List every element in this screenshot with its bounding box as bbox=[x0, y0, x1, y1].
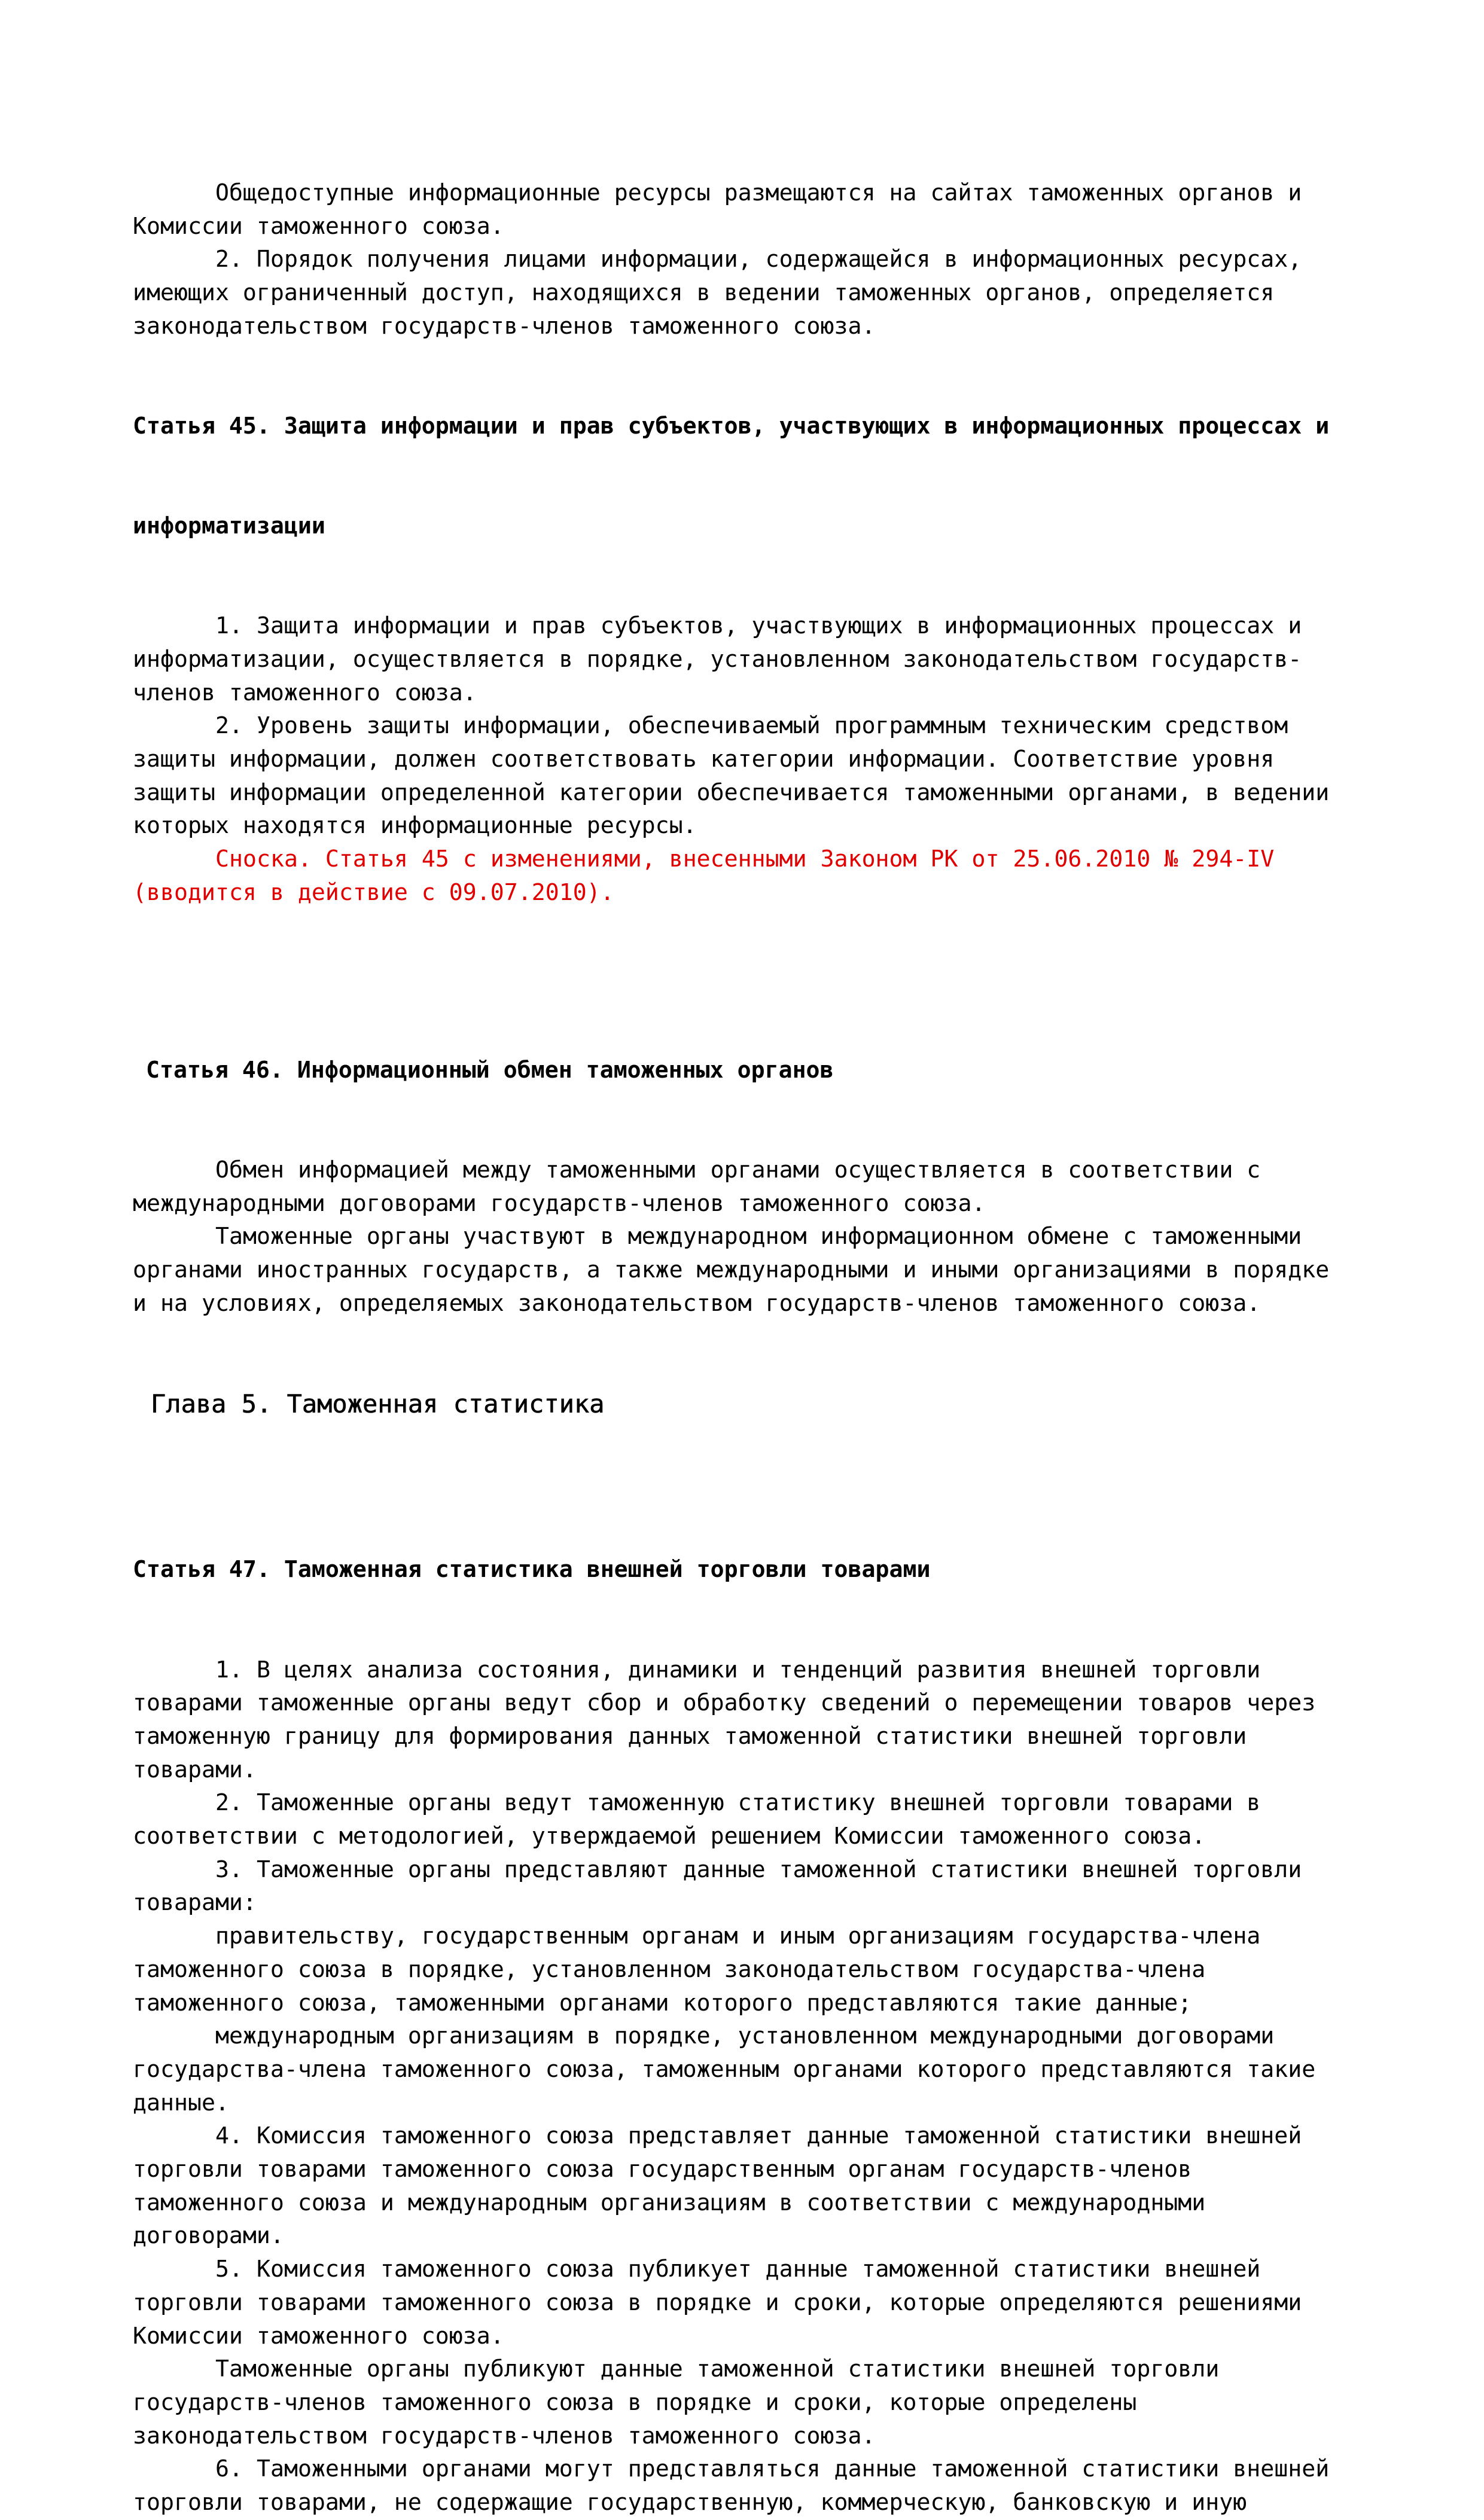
text-line: Обмен информацией между таможенными органами осуществляется в соответствии с bbox=[215, 1157, 1261, 1183]
paragraph-art47-customs-publish bbox=[133, 2353, 1335, 2453]
text-line: Общедоступные информационные ресурсы размещаются на сайтах таможенных органов и bbox=[215, 180, 1302, 206]
text-line: органами иностранных государств, а также международными и иными организациями в порядке bbox=[133, 1257, 1330, 1284]
text-line: торговли товарами таможенного союза в порядке и сроки, которые определяются решениями bbox=[133, 2289, 1302, 2316]
text-line: 2. Порядок получения лицами информации, содержащейся в информационных ресурсах, bbox=[215, 246, 1302, 273]
text-line: товарами. bbox=[133, 1756, 257, 1783]
paragraph-art47-international-orgs bbox=[133, 2020, 1335, 2120]
text-line: Таможенные органы участвуют в международном информационном обмене с таможенными bbox=[215, 1224, 1302, 1250]
paragraph-art46-exchange bbox=[133, 1154, 1335, 1221]
text-line: международным организациям в порядке, установленном международными договорами bbox=[215, 2023, 1275, 2050]
text-line: 3. Таможенные органы представляют данные таможенной статистики внешней торговли bbox=[215, 1856, 1302, 1883]
text-line: 1. Защита информации и прав субъектов, участвующих в информационных процессах и bbox=[215, 613, 1302, 640]
text-line: торговли товарами таможенного союза государственным органам государств-членов bbox=[133, 2156, 1192, 2183]
text-line: данные. bbox=[133, 2089, 229, 2116]
paragraph-item-2-access-order bbox=[133, 243, 1335, 343]
text-line: товарами: bbox=[133, 1890, 257, 1917]
heading-line: Статья 46. Информационный обмен таможенных органов bbox=[146, 1057, 834, 1084]
text-line: государства-члена таможенного союза, таможенным органами которого представляются такие bbox=[133, 2056, 1316, 2083]
paragraph-art47-item-1 bbox=[133, 1654, 1335, 1787]
text-line: защиты информации определенной категории обеспечивается таможенными органами, в ведении bbox=[133, 779, 1330, 806]
paragraph-art47-item-4 bbox=[133, 2120, 1335, 2253]
heading-line: Статья 47. Таможенная статистика внешней торговли товарами bbox=[133, 1557, 931, 1584]
text-line: договорами. bbox=[133, 2223, 284, 2250]
text-line: товарами таможенные органы ведут сбор и обработку сведений о перемещении товаров через bbox=[133, 1690, 1316, 1717]
chapter-5-title bbox=[133, 1321, 1335, 1488]
paragraph-art45-item-2 bbox=[133, 710, 1335, 843]
document-page bbox=[133, 177, 1335, 2520]
paragraph-art45-item-1 bbox=[133, 610, 1335, 710]
heading-line: Статья 45. Защита информации и прав субъектов, участвующих в информационных процессах и bbox=[133, 413, 1330, 440]
text-line: законодательством государств-членов таможенного союза. bbox=[133, 2423, 876, 2449]
text-line: международными договорами государств-членов таможенного союза. bbox=[133, 1190, 986, 1217]
text-line: торговли товарами, не содержащие государственную, коммерческую, банковскую и иную bbox=[133, 2490, 1247, 2516]
text-line: 2. Таможенные органы ведут таможенную статистику внешней торговли товарами в bbox=[215, 1790, 1261, 1817]
text-line: соответствии с методологией, утверждаемой решением Комиссии таможенного союза. bbox=[133, 1823, 1206, 1850]
footnote-line: (вводится в действие с 09.07.2010). bbox=[133, 879, 614, 906]
text-line: 4. Комиссия таможенного союза представляет данные таможенной статистики внешней bbox=[215, 2123, 1302, 2150]
article-47-title bbox=[133, 1487, 1335, 1654]
text-line: правительству, государственным органам и иным организациям государства-члена bbox=[215, 1923, 1261, 1950]
heading-line: информатизации bbox=[133, 513, 325, 540]
text-line: таможенного союза, таможенными органами которого представляются такие данные; bbox=[133, 1990, 1192, 2016]
paragraph-public-resources bbox=[133, 177, 1335, 243]
text-line: таможенного союза в порядке, установленном законодательством государства-члена bbox=[133, 1956, 1206, 1983]
text-line: 5. Комиссия таможенного союза публикует данные таможенной статистики внешней bbox=[215, 2256, 1261, 2283]
text-line: членов таможенного союза. bbox=[133, 679, 477, 706]
text-line: защиты информации, должен соответствовать категории информации. Соответствие уровня bbox=[133, 746, 1275, 773]
text-line: и на условиях, определяемых законодательством государств-членов таможенного союза. bbox=[133, 1290, 1261, 1317]
text-line: таможенного союза и международным организациям в соответствии с международными bbox=[133, 2189, 1206, 2216]
paragraph-art47-item-2 bbox=[133, 1787, 1335, 1853]
text-line: Таможенные органы публикуют данные таможенной статистики внешней торговли bbox=[215, 2356, 1220, 2383]
heading-line: Глава 5. Таможенная статистика bbox=[151, 1389, 605, 1418]
text-line: Комиссии таможенного союза. bbox=[133, 2323, 504, 2350]
footnote-line: Сноска. Статья 45 с изменениями, внесенными Законом РК от 25.06.2010 № 294-IV bbox=[215, 846, 1275, 873]
text-line: 6. Таможенными органами могут представляться данные таможенной статистики внешней bbox=[215, 2456, 1330, 2483]
footnote-amendment bbox=[133, 843, 1335, 910]
text-line: информатизации, осуществляется в порядке, установленном законодательством государств- bbox=[133, 646, 1302, 673]
text-line: имеющих ограниченный доступ, находящихся в ведении таможенных органов, определяется bbox=[133, 280, 1275, 307]
article-45-title bbox=[133, 344, 1335, 611]
blank-space bbox=[133, 910, 1335, 987]
paragraph-art47-item-6 bbox=[133, 2453, 1335, 2519]
paragraph-art47-item-3 bbox=[133, 1854, 1335, 1920]
text-line: 2. Уровень защиты информации, обеспечиваемый программным техническим средством bbox=[215, 713, 1288, 740]
text-line: государств-членов таможенного союза в порядке и сроки, которые определены bbox=[133, 2390, 1137, 2416]
paragraph-art47-government bbox=[133, 1920, 1335, 2020]
paragraph-art47-item-5 bbox=[133, 2253, 1335, 2353]
text-line: 1. В целях анализа состояния, динамики и тенденций развития внешней торговли bbox=[215, 1656, 1261, 1683]
text-line: которых находятся информационные ресурсы. bbox=[133, 813, 697, 840]
paragraph-art46-international bbox=[133, 1221, 1335, 1320]
text-line: таможенную границу для формирования данных таможенной статистики внешней торговли bbox=[133, 1723, 1247, 1750]
article-46-title bbox=[133, 987, 1335, 1154]
text-line: законодательством государств-членов таможенного союза. bbox=[133, 313, 876, 340]
text-line: Комиссии таможенного союза. bbox=[133, 213, 504, 240]
